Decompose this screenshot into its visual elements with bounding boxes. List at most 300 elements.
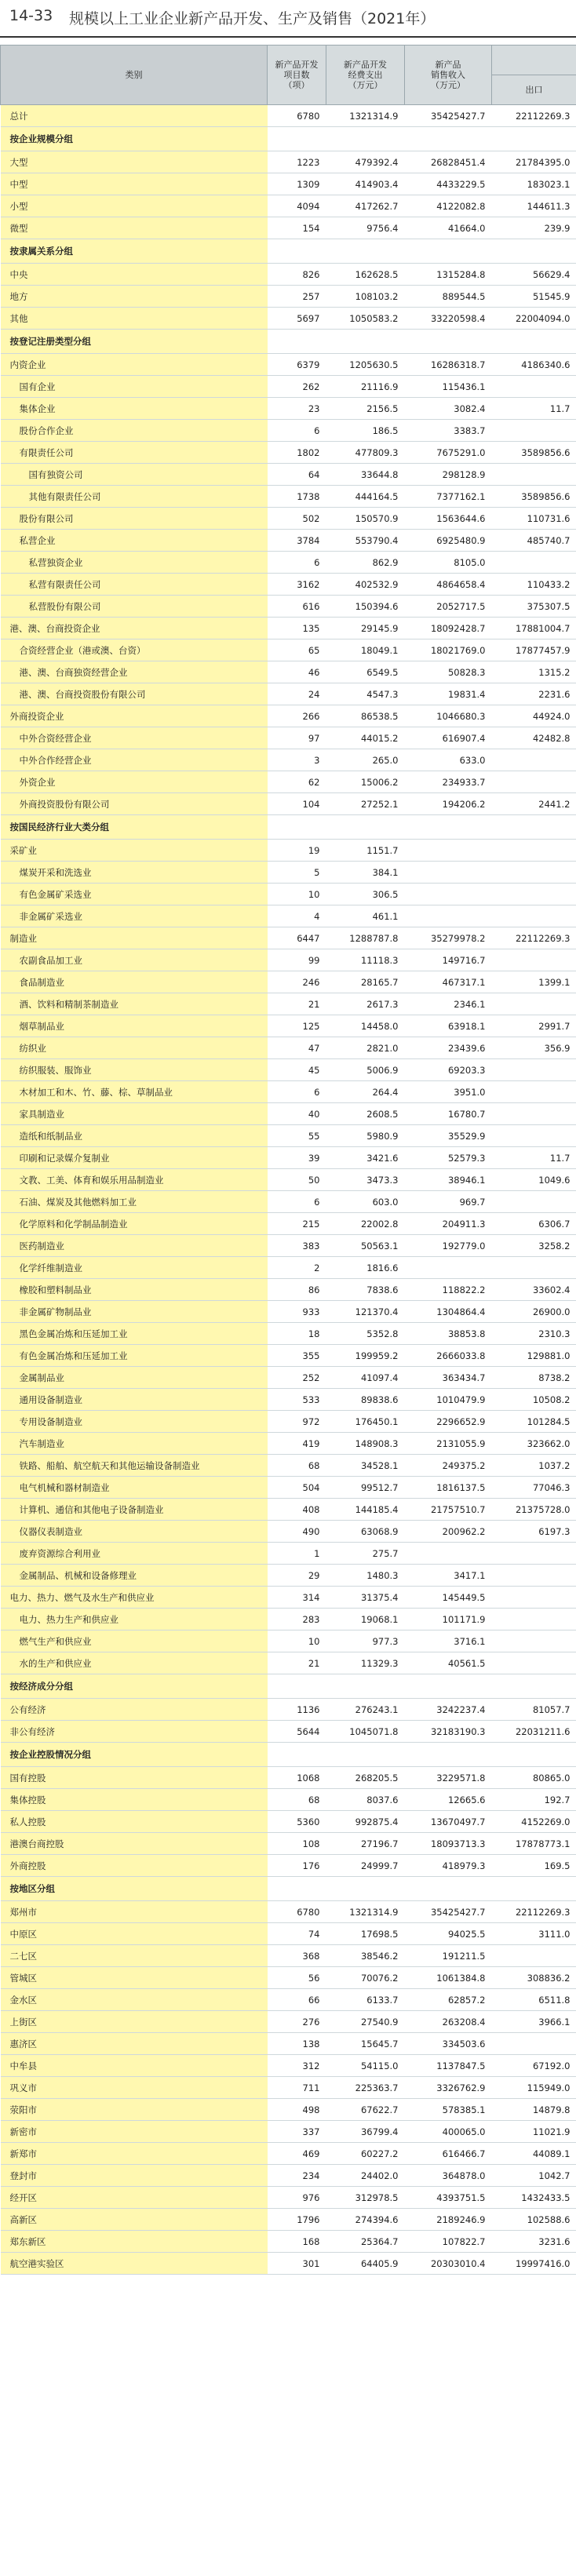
expenditure-cell: 6549.5 [326,661,405,683]
header-category: 类别 [1,46,268,105]
projects-cell: 498 [268,2099,326,2121]
export-cell [492,2033,576,2055]
empty-cell [326,1674,405,1699]
projects-cell: 24 [268,683,326,705]
export-cell [492,1652,576,1674]
table-row [1,749,576,771]
projects-cell: 55 [268,1125,326,1147]
sales-cell: 3417.1 [405,1565,492,1587]
table-row [1,1389,576,1411]
row-label: 中央 [1,264,268,286]
row-label: 合资经营企业（港或澳、台资） [1,639,268,661]
empty-cell [405,1743,492,1767]
row-label: 食品制造业 [1,971,268,993]
expenditure-cell: 41097.4 [326,1367,405,1389]
row-label: 高新区 [1,2209,268,2231]
expenditure-cell: 312978.5 [326,2187,405,2209]
empty-cell [268,127,326,151]
export-cell [492,1609,576,1630]
projects-cell: 337 [268,2121,326,2143]
row-label: 石油、煤炭及其他燃料加工业 [1,1191,268,1213]
table-row [1,1455,576,1477]
table-row [1,1477,576,1499]
row-label: 家具制造业 [1,1103,268,1125]
export-cell: 22112269.3 [492,1901,576,1923]
sales-cell: 3326762.9 [405,2077,492,2099]
table-row [1,2033,576,2055]
export-cell [492,905,576,927]
sales-cell: 364878.0 [405,2165,492,2187]
sales-cell: 194206.2 [405,793,492,815]
section-label: 按地区分组 [1,1877,268,1901]
sales-cell: 35279978.2 [405,927,492,949]
empty-cell [405,1674,492,1699]
projects-cell: 972 [268,1411,326,1433]
row-label: 港、澳、台商独资经营企业 [1,661,268,683]
sales-cell: 35425427.7 [405,1901,492,1923]
table-row [1,1565,576,1587]
export-cell: 8738.2 [492,1367,576,1389]
export-cell: 115949.0 [492,2077,576,2099]
table-row [1,530,576,552]
expenditure-cell: 176450.1 [326,1411,405,1433]
row-label: 非公有经济 [1,1721,268,1743]
export-cell: 11.7 [492,1147,576,1169]
projects-cell: 74 [268,1923,326,1945]
projects-cell: 1 [268,1543,326,1565]
sales-cell: 23439.6 [405,1037,492,1059]
projects-cell: 10 [268,1630,326,1652]
sales-cell: 18092428.7 [405,618,492,639]
projects-cell: 408 [268,1499,326,1521]
sales-cell: 69203.3 [405,1059,492,1081]
table-row [1,840,576,862]
row-label: 大型 [1,151,268,173]
projects-cell: 45 [268,1059,326,1081]
sales-cell [405,1257,492,1279]
section-label: 按隶属关系分组 [1,239,268,264]
export-cell: 19997416.0 [492,2253,576,2275]
projects-cell: 469 [268,2143,326,2165]
sales-cell: 33220598.4 [405,308,492,330]
export-cell: 1042.7 [492,2165,576,2187]
expenditure-cell: 477809.3 [326,442,405,464]
projects-cell: 99 [268,949,326,971]
row-label: 私营独资企业 [1,552,268,574]
expenditure-cell: 862.9 [326,552,405,574]
sales-cell: 16286318.7 [405,354,492,376]
expenditure-cell: 276243.1 [326,1699,405,1721]
sales-cell: 8105.0 [405,552,492,574]
empty-cell [268,1743,326,1767]
export-cell [492,1059,576,1081]
export-cell: 11021.9 [492,2121,576,2143]
projects-cell: 1068 [268,1767,326,1789]
sales-cell: 40561.5 [405,1652,492,1674]
projects-cell: 6379 [268,354,326,376]
row-label: 私人控股 [1,1811,268,1833]
projects-cell: 3162 [268,574,326,596]
row-label: 中外合资经营企业 [1,727,268,749]
projects-cell: 3 [268,749,326,771]
projects-cell: 6780 [268,1901,326,1923]
row-label: 集体控股 [1,1789,268,1811]
export-cell: 183023.1 [492,173,576,195]
table-row [1,727,576,749]
row-label: 外资企业 [1,771,268,793]
expenditure-cell: 31375.4 [326,1587,405,1609]
table-row [1,949,576,971]
export-cell: 1432433.5 [492,2187,576,2209]
projects-cell: 65 [268,639,326,661]
sales-cell [405,1543,492,1565]
export-cell: 485740.7 [492,530,576,552]
expenditure-cell: 99512.7 [326,1477,405,1499]
row-label: 新密市 [1,2121,268,2143]
projects-cell: 10 [268,884,326,905]
row-label: 外商控股 [1,1855,268,1877]
table-row [1,993,576,1015]
section-label: 按国民经济行业大类分组 [1,815,268,840]
projects-cell: 419 [268,1433,326,1455]
expenditure-cell: 1045071.8 [326,1721,405,1743]
empty-cell [405,127,492,151]
row-label: 橡胶和塑料制品业 [1,1279,268,1301]
row-label: 非金属矿物制品业 [1,1301,268,1323]
table-row [1,1279,576,1301]
projects-cell: 62 [268,771,326,793]
projects-cell: 1796 [268,2209,326,2231]
empty-cell [326,815,405,840]
row-label: 计算机、通信和其他电子设备制造业 [1,1499,268,1521]
empty-cell [326,330,405,354]
row-label: 通用设备制造业 [1,1389,268,1411]
table-row [1,508,576,530]
table-row [1,1015,576,1037]
export-cell: 4186340.6 [492,354,576,376]
row-label: 铁路、船舶、航空航天和其他运输设备制造业 [1,1455,268,1477]
sales-cell: 35529.9 [405,1125,492,1147]
projects-cell: 1136 [268,1699,326,1721]
expenditure-cell: 34528.1 [326,1455,405,1477]
projects-cell: 215 [268,1213,326,1235]
sales-cell: 2189246.9 [405,2209,492,2231]
projects-cell: 138 [268,2033,326,2055]
export-cell [492,376,576,398]
row-label: 采矿业 [1,840,268,862]
expenditure-cell: 1205630.5 [326,354,405,376]
empty-cell [268,330,326,354]
table-row [1,1699,576,1721]
export-cell: 67192.0 [492,2055,576,2077]
sales-cell: 41664.0 [405,217,492,239]
expenditure-cell: 268205.5 [326,1767,405,1789]
expenditure-cell: 1480.3 [326,1565,405,1587]
export-cell: 6511.8 [492,1989,576,2011]
row-label: 惠济区 [1,2033,268,2055]
expenditure-cell: 24999.7 [326,1855,405,1877]
expenditure-cell: 50563.1 [326,1235,405,1257]
projects-cell: 168 [268,2231,326,2253]
expenditure-cell: 25364.7 [326,2231,405,2253]
export-cell: 308836.2 [492,1967,576,1989]
export-cell: 3231.6 [492,2231,576,2253]
export-cell: 51545.9 [492,286,576,308]
row-label: 中外合作经营企业 [1,749,268,771]
projects-cell: 246 [268,971,326,993]
sales-cell: 50828.3 [405,661,492,683]
row-label: 国有独资公司 [1,464,268,486]
table-row [1,217,576,239]
export-cell: 81057.7 [492,1699,576,1721]
section-label: 按经济成分分组 [1,1674,268,1699]
export-cell: 17881004.7 [492,618,576,639]
row-label: 纺织业 [1,1037,268,1059]
table-row [1,1833,576,1855]
expenditure-cell: 15645.7 [326,2033,405,2055]
projects-cell: 616 [268,596,326,618]
row-label: 电力、热力生产和供应业 [1,1609,268,1630]
row-label: 管城区 [1,1967,268,1989]
projects-cell: 266 [268,705,326,727]
row-label: 内资企业 [1,354,268,376]
projects-cell: 826 [268,264,326,286]
export-cell [492,1543,576,1565]
sales-cell: 62857.2 [405,1989,492,2011]
table-row [1,927,576,949]
projects-cell: 97 [268,727,326,749]
table-row [1,705,576,727]
sales-cell: 204911.3 [405,1213,492,1235]
projects-cell: 6447 [268,927,326,949]
projects-cell: 504 [268,1477,326,1499]
expenditure-cell: 2821.0 [326,1037,405,1059]
table-row [1,264,576,286]
row-label: 金属制品业 [1,1367,268,1389]
row-label: 有限责任公司 [1,442,268,464]
expenditure-cell: 9756.4 [326,217,405,239]
export-cell [492,552,576,574]
title-bar [0,0,576,36]
expenditure-cell: 17698.5 [326,1923,405,1945]
export-cell [492,1103,576,1125]
sales-cell: 101171.9 [405,1609,492,1630]
header-projects: 新产品开发 项目数 （项） [268,46,326,105]
sales-cell: 19831.4 [405,683,492,705]
expenditure-cell: 553790.4 [326,530,405,552]
sales-cell: 192779.0 [405,1235,492,1257]
expenditure-cell: 18049.1 [326,639,405,661]
sales-cell: 889544.5 [405,286,492,308]
sales-cell: 467317.1 [405,971,492,993]
export-cell: 3589856.6 [492,486,576,508]
table-row [1,552,576,574]
row-label: 国有企业 [1,376,268,398]
table-row [1,793,576,815]
sales-cell: 4433229.5 [405,173,492,195]
expenditure-cell: 479392.4 [326,151,405,173]
row-label: 二七区 [1,1945,268,1967]
empty-cell [405,330,492,354]
table-row [1,464,576,486]
table-row [1,905,576,927]
row-label: 航空港实验区 [1,2253,268,2275]
export-cell: 22004094.0 [492,308,576,330]
sales-cell: 16780.7 [405,1103,492,1125]
projects-cell: 4094 [268,195,326,217]
expenditure-cell: 7838.6 [326,1279,405,1301]
table-row [1,639,576,661]
table-row [1,398,576,420]
row-label: 医药制造业 [1,1235,268,1257]
expenditure-cell: 603.0 [326,1191,405,1213]
row-label: 郑东新区 [1,2231,268,2253]
projects-cell: 314 [268,1587,326,1609]
expenditure-cell: 3473.3 [326,1169,405,1191]
header-expenditure: 新产品开发 经费支出 （万元） [326,46,405,105]
table-row [1,1630,576,1652]
export-cell: 144611.3 [492,195,576,217]
export-cell: 11.7 [492,398,576,420]
expenditure-cell: 14458.0 [326,1015,405,1037]
projects-cell: 21 [268,1652,326,1674]
sales-cell: 2131055.9 [405,1433,492,1455]
projects-cell: 21 [268,993,326,1015]
sales-cell: 52579.3 [405,1147,492,1169]
empty-cell [326,239,405,264]
row-label: 郑州市 [1,1901,268,1923]
expenditure-cell: 63068.9 [326,1521,405,1543]
export-cell [492,749,576,771]
sales-cell: 1304864.4 [405,1301,492,1323]
export-cell [492,993,576,1015]
table-row [1,1323,576,1345]
sales-cell: 2666033.8 [405,1345,492,1367]
empty-cell [268,239,326,264]
sales-cell: 115436.1 [405,376,492,398]
table-row [1,2187,576,2209]
export-cell: 2991.7 [492,1015,576,1037]
empty-cell [326,127,405,151]
sales-cell: 32183190.3 [405,1721,492,1743]
projects-cell: 18 [268,1323,326,1345]
row-label: 非金属矿采选业 [1,905,268,927]
row-label: 电气机械和器材制造业 [1,1477,268,1499]
expenditure-cell: 186.5 [326,420,405,442]
empty-cell [492,239,576,264]
table-row [1,2253,576,2275]
empty-cell [492,127,576,151]
projects-cell: 68 [268,1455,326,1477]
table-row [1,1257,576,1279]
row-label: 港、澳、台商投资企业 [1,618,268,639]
table-row [1,1652,576,1674]
row-label: 总计 [1,105,268,127]
expenditure-cell: 44015.2 [326,727,405,749]
expenditure-cell: 144185.4 [326,1499,405,1521]
table-row [1,1301,576,1323]
projects-cell: 64 [268,464,326,486]
export-cell [492,840,576,862]
expenditure-cell: 1321314.9 [326,1901,405,1923]
table-row [1,1213,576,1235]
table-row [1,2143,576,2165]
sales-cell: 63918.1 [405,1015,492,1037]
section-header-row [1,1877,576,1901]
table-row [1,1059,576,1081]
expenditure-cell: 70076.2 [326,1967,405,1989]
row-label: 汽车制造业 [1,1433,268,1455]
expenditure-cell: 384.1 [326,862,405,884]
sales-cell: 3242237.4 [405,1699,492,1721]
expenditure-cell: 306.5 [326,884,405,905]
row-label: 烟草制品业 [1,1015,268,1037]
row-label: 其他有限责任公司 [1,486,268,508]
row-label: 印刷和记录媒介复制业 [1,1147,268,1169]
expenditure-cell: 86538.5 [326,705,405,727]
table-number: 14-33 [9,7,53,24]
table-body [1,105,576,2275]
projects-cell: 2 [268,1257,326,1279]
table-row [1,1125,576,1147]
projects-cell: 262 [268,376,326,398]
table-row [1,1411,576,1433]
projects-cell: 47 [268,1037,326,1059]
section-header-row [1,1674,576,1699]
table-row [1,1499,576,1521]
expenditure-cell: 148908.3 [326,1433,405,1455]
empty-cell [268,1674,326,1699]
row-label: 私营有限责任公司 [1,574,268,596]
expenditure-cell: 1816.6 [326,1257,405,1279]
row-label: 酒、饮料和精制茶制造业 [1,993,268,1015]
table-row [1,2231,576,2253]
table-row [1,1433,576,1455]
projects-cell: 257 [268,286,326,308]
sales-cell: 1137847.5 [405,2055,492,2077]
table-row [1,1037,576,1059]
row-label: 中型 [1,173,268,195]
projects-cell: 312 [268,2055,326,2077]
table-row [1,1367,576,1389]
export-cell: 44089.1 [492,2143,576,2165]
expenditure-cell: 15006.2 [326,771,405,793]
empty-cell [326,1877,405,1901]
table-row [1,442,576,464]
table-row [1,1789,576,1811]
expenditure-cell: 150394.6 [326,596,405,618]
sales-cell: 145449.5 [405,1587,492,1609]
expenditure-cell: 11329.3 [326,1652,405,1674]
table-row [1,1587,576,1609]
export-cell: 1315.2 [492,661,576,683]
expenditure-cell: 1288787.8 [326,927,405,949]
export-cell: 192.7 [492,1789,576,1811]
expenditure-cell: 24402.0 [326,2165,405,2187]
export-cell [492,1587,576,1609]
table-row [1,683,576,705]
expenditure-cell: 417262.7 [326,195,405,217]
export-cell: 2441.2 [492,793,576,815]
table-row [1,1521,576,1543]
sales-cell: 616466.7 [405,2143,492,2165]
table-row [1,2121,576,2143]
export-cell [492,1125,576,1147]
sales-cell: 234933.7 [405,771,492,793]
expenditure-cell: 108103.2 [326,286,405,308]
row-label: 造纸和纸制品业 [1,1125,268,1147]
projects-cell: 933 [268,1301,326,1323]
